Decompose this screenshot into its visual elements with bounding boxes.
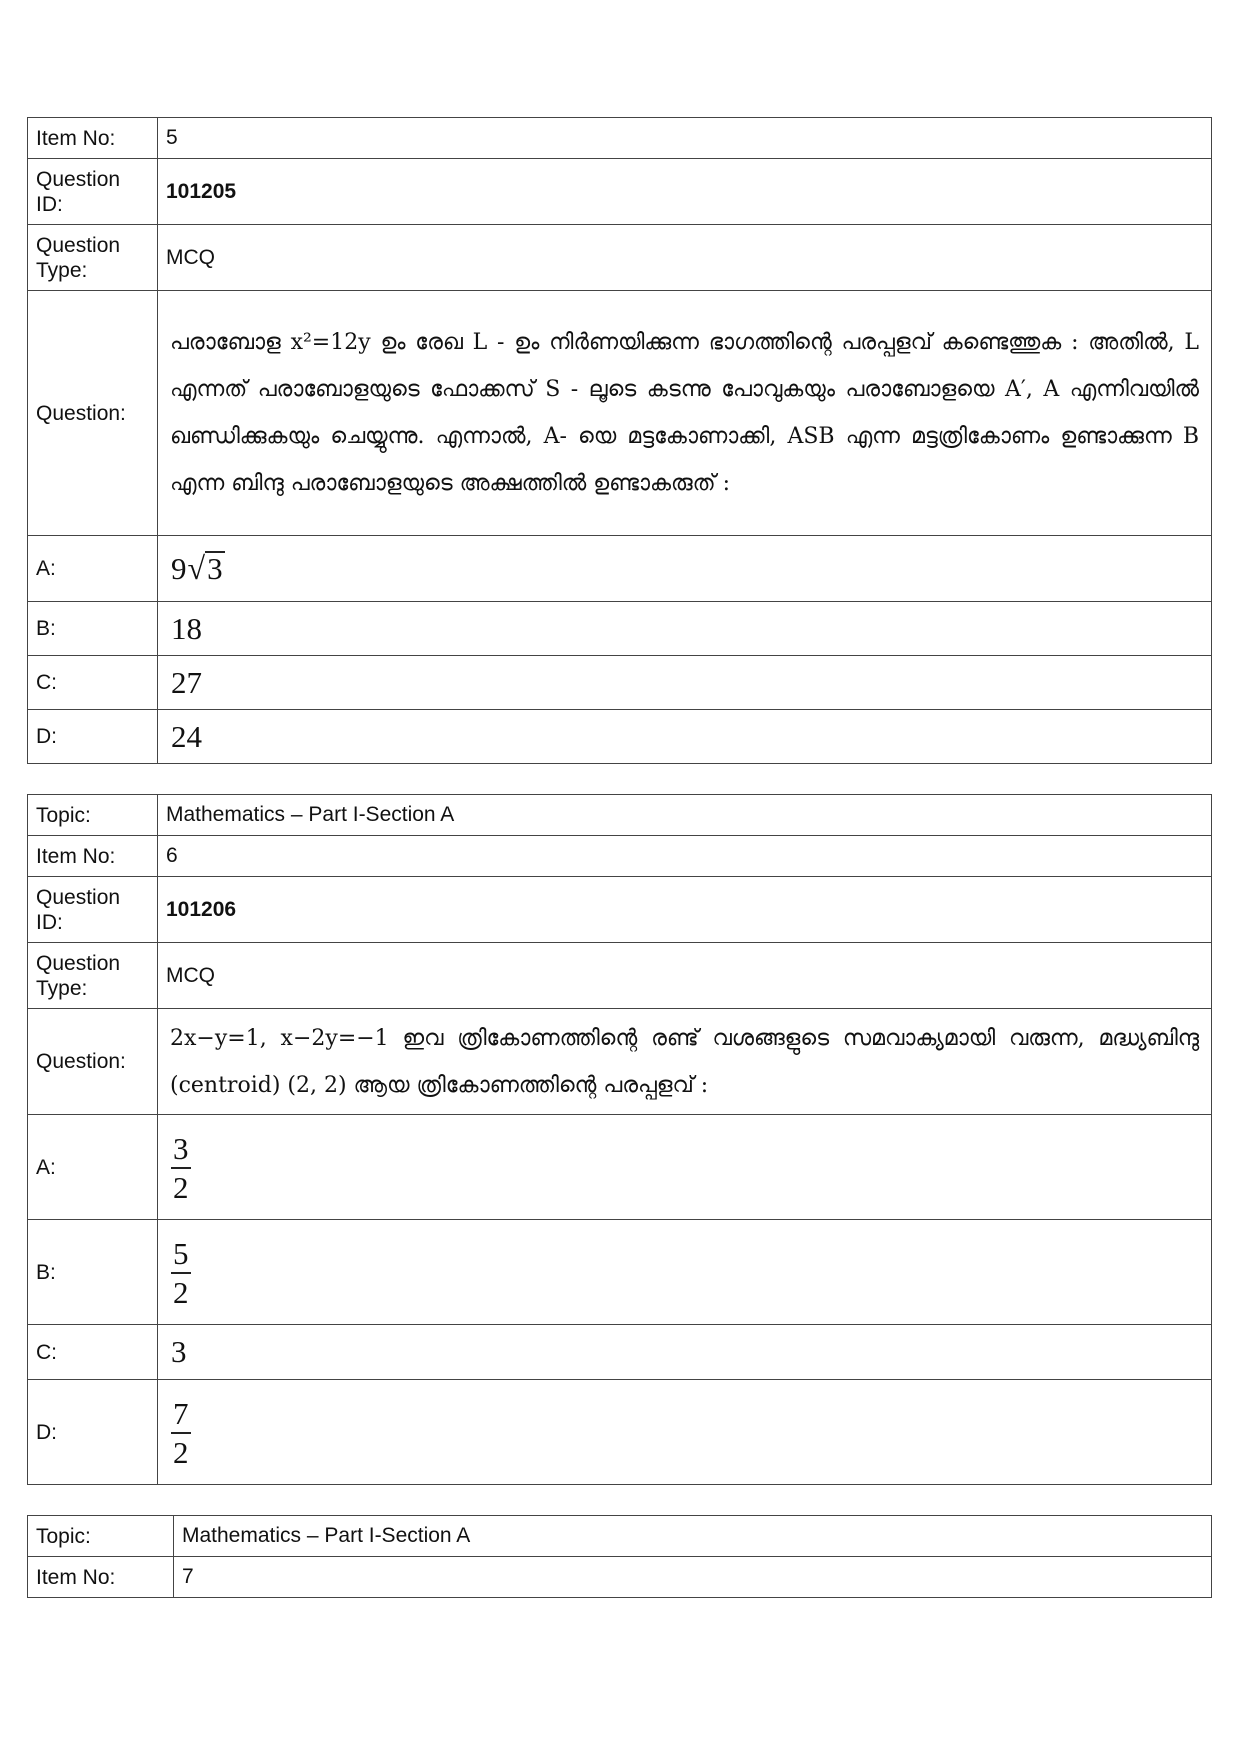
option-d-value: 24 bbox=[158, 710, 1212, 764]
row-question bbox=[28, 291, 1212, 536]
row-question-type bbox=[28, 225, 1212, 291]
row-topic bbox=[28, 795, 1212, 836]
row-topic bbox=[28, 1516, 1212, 1557]
fraction-denominator: 2 bbox=[173, 1275, 189, 1310]
question-type-label: Question Type: bbox=[28, 943, 158, 1009]
topic-value: Mathematics – Part I-Section A bbox=[158, 795, 1212, 836]
row-question bbox=[28, 1009, 1212, 1115]
item-no-label: Item No: bbox=[28, 836, 158, 877]
option-a-label: A: bbox=[28, 536, 158, 602]
question-label: Question: bbox=[28, 291, 158, 536]
row-option-c bbox=[28, 656, 1212, 710]
item-no-value: 5 bbox=[158, 118, 1212, 159]
question-text: പരാബോള x²=12y ഉം രേഖ L - ഉം നിർണയിക്കുന്ന ഭാഗത്തിന്റെ പരപ്പളവ് കണ്ടെത്തുക : അതിൽ, L എന്നത് പരാബോളയുടെ ഫോക്കസ് S - ലൂടെ കടന്നു പോവുകയും പരാബോളയെ A′, A എന്നിവയിൽ ഖണ്ഡിക്കുകയും ചെയ്യുന്നു. എന്നാൽ, A- യെ മട്ടകോണാക്കി, ASB എന്ന മട്ടത്രികോണം ഉണ്ടാക്കുന്ന B എന്ന ബിന്ദു പരാബോളയുടെ അക്ഷത്തിൽ ഉണ്ടാകരുത് : bbox=[158, 291, 1212, 536]
fraction bbox=[171, 1238, 191, 1308]
fraction-numerator: 5 bbox=[171, 1238, 191, 1274]
option-c-label: C: bbox=[28, 1325, 158, 1380]
question-table-item-6 bbox=[27, 794, 1212, 1485]
option-a-label: A: bbox=[28, 1115, 158, 1220]
question-id-value: 101205 bbox=[158, 159, 1212, 225]
topic-label: Topic: bbox=[28, 795, 158, 836]
item-no-value: 6 bbox=[158, 836, 1212, 877]
option-b-value: 18 bbox=[158, 602, 1212, 656]
question-table-item-5 bbox=[27, 117, 1212, 764]
row-option-a bbox=[28, 1115, 1212, 1220]
question-id-label: Question ID: bbox=[28, 159, 158, 225]
option-c-label: C: bbox=[28, 656, 158, 710]
sqrt-radicand: 3 bbox=[207, 551, 223, 587]
question-label: Question: bbox=[28, 1009, 158, 1115]
option-b-label: B: bbox=[28, 602, 158, 656]
item-no-value: 7 bbox=[174, 1557, 1212, 1598]
row-option-d bbox=[28, 710, 1212, 764]
question-table-item-7 bbox=[27, 1515, 1212, 1598]
row-option-a bbox=[28, 536, 1212, 602]
row-option-b bbox=[28, 1220, 1212, 1325]
row-item-no bbox=[28, 836, 1212, 877]
option-b-label: B: bbox=[28, 1220, 158, 1325]
sqrt-expression bbox=[171, 550, 225, 587]
question-type-label: Question Type: bbox=[28, 225, 158, 291]
sqrt-coefficient: 9 bbox=[171, 550, 187, 586]
fraction-numerator: 3 bbox=[171, 1133, 191, 1169]
row-option-c bbox=[28, 1325, 1212, 1380]
fraction-denominator: 2 bbox=[173, 1435, 189, 1470]
row-option-d bbox=[28, 1380, 1212, 1485]
topic-label: Topic: bbox=[28, 1516, 174, 1557]
row-question-id bbox=[28, 877, 1212, 943]
option-d-label: D: bbox=[28, 710, 158, 764]
row-option-b bbox=[28, 602, 1212, 656]
row-item-no bbox=[28, 1557, 1212, 1598]
radical-sign-icon: √ bbox=[187, 550, 206, 586]
option-c-value: 27 bbox=[158, 656, 1212, 710]
question-text: 2x−y=1, x−2y=−1 ഇവ ത്രികോണത്തിന്റെ രണ്ട് വശങ്ങളുടെ സമവാക്യമായി വരുന്ന, മദ്ധ്യബിന്ദു (centroid) (2, 2) ആയ ത്രികോണത്തിന്റെ പരപ്പളവ് : bbox=[158, 1009, 1212, 1115]
fraction bbox=[171, 1133, 191, 1203]
option-c-value: 3 bbox=[158, 1325, 1212, 1380]
topic-value: Mathematics – Part I-Section A bbox=[174, 1516, 1212, 1557]
question-id-label: Question ID: bbox=[28, 877, 158, 943]
option-b-value bbox=[158, 1220, 1212, 1325]
fraction bbox=[171, 1398, 191, 1468]
item-no-label: Item No: bbox=[28, 1557, 174, 1598]
row-item-no bbox=[28, 118, 1212, 159]
question-type-value: MCQ bbox=[158, 943, 1212, 1009]
option-d-label: D: bbox=[28, 1380, 158, 1485]
fraction-numerator: 7 bbox=[171, 1398, 191, 1434]
option-d-value bbox=[158, 1380, 1212, 1485]
row-question-type bbox=[28, 943, 1212, 1009]
question-type-value: MCQ bbox=[158, 225, 1212, 291]
item-no-label: Item No: bbox=[28, 118, 158, 159]
option-a-value bbox=[158, 536, 1212, 602]
question-id-value: 101206 bbox=[158, 877, 1212, 943]
option-a-value bbox=[158, 1115, 1212, 1220]
fraction-denominator: 2 bbox=[173, 1170, 189, 1205]
row-question-id bbox=[28, 159, 1212, 225]
